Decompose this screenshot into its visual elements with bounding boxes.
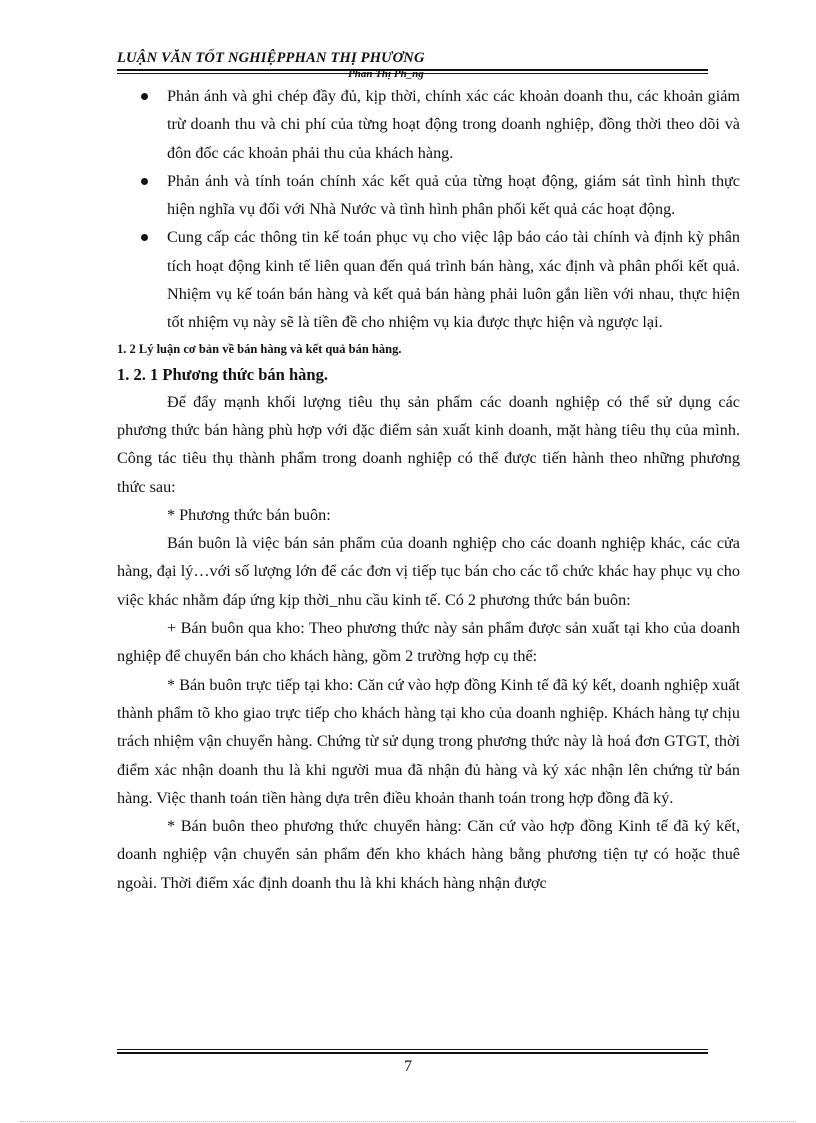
footer-rule-thin [117, 1049, 708, 1050]
header-subtitle: Phan Thị Ph_ng [348, 68, 424, 80]
page-edge-divider [20, 1121, 796, 1122]
bullet-dot-icon [141, 234, 148, 241]
body-text [117, 82, 740, 897]
section-heading-1-2-1: 1. 2. 1 Phương thức bán hàng. [117, 364, 328, 384]
page-number: 7 [404, 1058, 412, 1075]
bullet-item [117, 167, 740, 224]
footer-rule-thick [117, 1052, 708, 1054]
paragraph: * Phương thức bán buôn: [167, 505, 331, 524]
paragraph: + Bán buôn qua kho: Theo phương thức này sản phẩm được sản xuất tại kho của doanh nghiệp để chuyển bán cho khách hàng, gồm 2 trường hợp cụ thể: [117, 619, 740, 666]
bullet-text: Phản ánh và tính toán chính xác kết quả của từng hoạt động, giám sát tình hình thực hiện nghĩa vụ đối với Nhà Nước và tình hình phân phối kết quả các hoạt động. [167, 171, 740, 219]
bullet-dot-icon [141, 178, 148, 185]
paragraph: Để đẩy mạnh khối lượng tiêu thụ sản phẩm các doanh nghiệp có thể sử dụng các phương thức bán hàng phù hợp với đặc điểm sản xuất kinh doanh, mặt hàng tiêu thụ của mình. Công tác tiêu thụ thành phẩm trong doanh nghiệp có thể được tiến hành theo những phương thức sau: [117, 392, 740, 496]
bullet-item [117, 82, 740, 167]
bullet-dot-icon [141, 93, 148, 100]
paragraph: * Bán buôn theo phương thức chuyển hàng: Căn cứ vào hợp đồng Kinh tế đã ký kết, doanh nghiệp vận chuyển sản phẩm đến kho khách hàng bằng phương tiện tự có hoặc thuê ngoài. Thời điểm xác định doanh thu là khi khách hàng nhận được [117, 817, 740, 892]
header-title: LUẬN VĂN TỐT NGHIỆPPHAN THỊ PHƯƠNG [117, 50, 425, 66]
bullet-text: Phản ánh và ghi chép đầy đủ, kịp thời, chính xác các khoản doanh thu, các khoản giảm trừ doanh thu và chi phí của từng hoạt động trong doanh nghiệp, đồng thời theo dõi và đôn đốc các khoản phải thu của khách hàng. [167, 87, 740, 162]
paragraph: * Bán buôn trực tiếp tại kho: Căn cứ vào hợp đồng Kinh tế đã ký kết, doanh nghiệp xuất thành phẩm tõ kho giao trực tiếp cho khách hàng tại kho của doanh nghiệp. Khách hàng tự chịu trách nhiệm vận chuyển hàng. Chứng từ sử dụng trong phương thức này là hoá đơn GTGT, thời điểm xác nhận doanh thu là khi người mua đã nhận đủ hàng và ký xác nhận lên chứng từ bán hàng. Việc thanh toán tiền hàng dựa trên điều khoản thanh toán trong hợp đồng đã ký. [117, 675, 740, 807]
bullet-text: Cung cấp các thông tin kế toán phục vụ cho việc lập báo cáo tài chính và định kỳ phân tích hoạt động kinh tế liên quan đến quá trình bán hàng, xác định và phân phối kết quả. Nhiệm vụ kế toán bán hàng và kết quả bán hàng phải luôn gắn liền với nhau, thực hiện tốt nhiệm vụ này sẽ là tiền đề cho nhiệm vụ kia được thực hiện và ngược lại. [167, 228, 740, 332]
bullet-item [117, 223, 740, 336]
paragraph: Bán buôn là việc bán sản phẩm của doanh nghiệp cho các doanh nghiệp khác, các cửa hàng, đại lý…với số lượng lớn để các đơn vị tiếp tục bán cho các tổ chức khác hay phục vụ cho việc khác nhằm đáp ứng kịp thời_nhu cầu kinh tế. Có 2 phương thức bán buôn: [117, 534, 740, 609]
section-heading-1-2: 1. 2 Lý luận cơ bản về bán hàng và kết quả bán hàng. [117, 341, 402, 356]
